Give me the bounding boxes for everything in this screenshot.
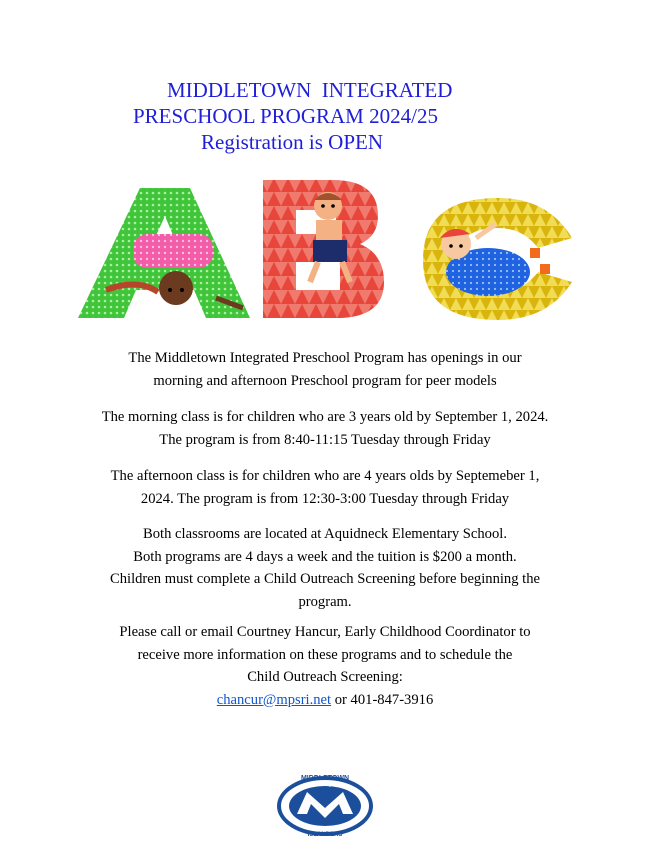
intro-line-2: morning and afternoon Preschool program for peer models bbox=[153, 372, 497, 389]
middletown-islanders-logo bbox=[273, 770, 377, 838]
title-line-3: Registration is OPEN bbox=[201, 130, 383, 154]
title-line-2: PRESCHOOL PROGRAM 2024/25 bbox=[133, 104, 438, 128]
abc-kids-illustration bbox=[78, 178, 572, 323]
logo-bottom-text: ISLANDERS bbox=[307, 832, 343, 838]
contact-line-3: Child Outreach Screening: bbox=[247, 669, 403, 685]
contact-line-4 bbox=[60, 689, 590, 712]
location-line-3: Children must complete a Child Outreach Screening before beginning the bbox=[110, 571, 540, 587]
intro-paragraph bbox=[60, 347, 590, 392]
afternoon-line-2: 2024. The program is from 12:30-3:00 Tuesday through Friday bbox=[140, 490, 510, 507]
morning-line-2: The program is from 8:40-11:15 Tuesday through Friday bbox=[159, 431, 491, 448]
afternoon-line-1: The afternoon class is for children who are 4 years olds by Septemeber 1, bbox=[110, 468, 540, 484]
morning-line-1: The morning class is for children who are 3 years old by September 1, 2024. bbox=[101, 409, 549, 425]
location-line-2: Both programs are 4 days a week and the tuition is $200 a month. bbox=[133, 548, 517, 565]
contact-paragraph bbox=[60, 621, 590, 711]
morning-class-paragraph bbox=[60, 406, 590, 451]
title-line-1: MIDDLETOWN INTEGRATED bbox=[167, 78, 453, 102]
contact-line-1: Please call or email Courtney Hancur, Early Childhood Coordinator to bbox=[119, 624, 531, 640]
location-line-4: program. bbox=[298, 593, 352, 610]
location-line-1: Both classrooms are located at Aquidneck Elementary School. bbox=[143, 526, 507, 542]
email-link[interactable]: chancur@mpsri.net bbox=[216, 691, 332, 708]
intro-line-1: The Middletown Integrated Preschool Program has openings in our bbox=[128, 350, 522, 366]
logo-top-text: MIDDLETOWN bbox=[300, 775, 350, 782]
contact-line-2: receive more information on these programs and to schedule the bbox=[137, 646, 513, 663]
afternoon-class-paragraph bbox=[60, 465, 590, 510]
phone-text: or 401-847-3916 bbox=[331, 691, 434, 708]
location-tuition-paragraph bbox=[60, 523, 590, 613]
